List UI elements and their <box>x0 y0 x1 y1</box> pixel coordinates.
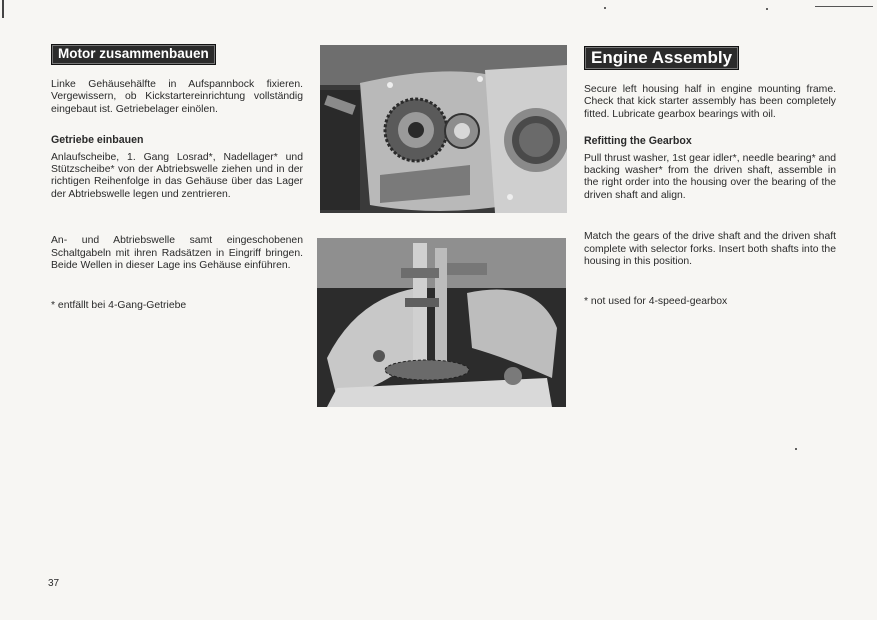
english-step1: Pull thrust washer, 1st gear idler*, needle bearing* and backing washer* from the driven shaft, assemble in the right order into the housing over the bearing of the driven shaft and align. <box>584 152 836 201</box>
german-column <box>51 44 303 313</box>
page-number: 37 <box>48 578 60 589</box>
english-heading: Engine Assembly <box>584 46 739 70</box>
english-column <box>584 46 836 309</box>
german-subheading: Getriebe einbauen <box>51 134 144 147</box>
german-intro: Linke Gehäusehälfte in Aufspannbock fixieren. Vergewissern, ob Kickstartereinrichtung vollständig eingebaut ist. Getriebelager einölen. <box>51 79 303 115</box>
german-footnote: * entfällt bei 4-Gang-Getriebe <box>51 300 187 312</box>
gearbox-photo-illustration <box>317 238 566 407</box>
german-heading: Motor zusammenbauen <box>51 44 216 65</box>
english-subheading: Refitting the Gearbox <box>584 135 692 148</box>
speck <box>604 7 606 9</box>
page-edge-mark <box>2 0 4 18</box>
housing-photo-illustration <box>320 45 567 213</box>
gearbox-photo <box>317 238 566 407</box>
english-intro: Secure left housing half in engine mounting frame. Check that kick starter assembly has been completely fitted. Lubricate gearbox bearings with oil. <box>584 84 836 120</box>
top-rule <box>815 6 873 7</box>
speck <box>795 448 797 450</box>
german-step2: An- und Abtriebswelle samt eingeschobenen Schaltgabeln mit ihren Radsätzen in Eingriff bringen. Beide Wellen in dieser Lage ins Gehäuse einführen. <box>51 235 303 272</box>
english-step2: Match the gears of the drive shaft and the driven shaft complete with selector forks. Insert both shafts into the housing in this position. <box>584 231 836 268</box>
english-footnote: * not used for 4-speed-gearbox <box>584 296 728 308</box>
housing-photo <box>320 45 567 213</box>
speck <box>766 8 768 10</box>
german-step1: Anlaufscheibe, 1. Gang Losrad*, Nadellager* und Stützscheibe* von der Abtriebswelle ziehen und in der richtigen Reihenfolge in das Gehäuse über das Lager der Abtriebswelle legen und zentrieren. <box>51 151 303 200</box>
